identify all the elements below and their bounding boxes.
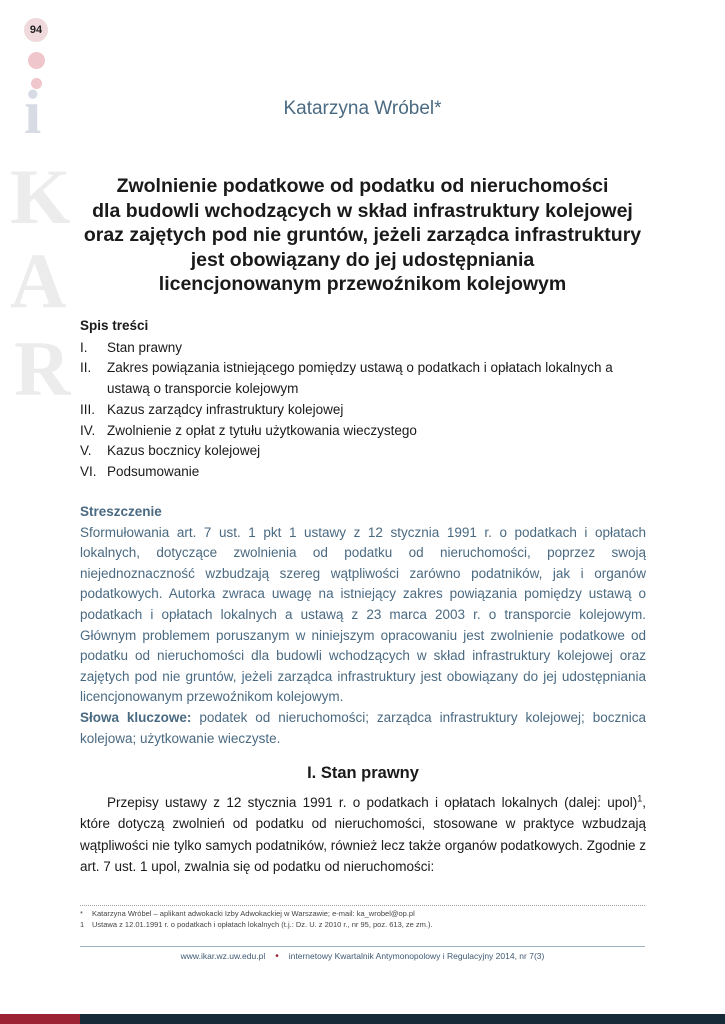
footnote	[80, 908, 646, 919]
keywords	[80, 708, 646, 749]
sidebar-logo-letter-k: K	[10, 153, 71, 240]
footnote-mark: *	[80, 909, 83, 918]
toc-item-text: Zwolnienie z opłat z tytułu użytkowania wieczystego	[107, 422, 417, 438]
title-line: Zwolnienie podatkowe od podatku od nieruchomości	[116, 175, 609, 197]
author-name: Katarzyna Wróbel*	[283, 98, 442, 119]
table-of-contents	[80, 316, 650, 483]
footer-separator: •	[275, 951, 279, 962]
toc-item-number: V.	[80, 443, 92, 459]
toc-item	[80, 338, 650, 359]
title-line: licencjonowanym przewoźnikom kolejowym	[158, 273, 567, 295]
toc-item-number: III.	[80, 401, 96, 417]
title-line: jest obowiązany do jej udostępniania	[190, 248, 535, 271]
keywords-label: Słowa kluczowe:	[80, 710, 192, 725]
toc-item	[80, 441, 650, 462]
footer-journal: internetowy Kwartalnik Antymonopolowy i Regulacyjny 2014, nr 7(3)	[288, 951, 545, 961]
footnote-text: Ustawa z 12.01.1991 r. o podatkach i opłatach lokalnych (t.j.: Dz. U. z 2010 r., nr 95, poz. 613, ze zm.).	[92, 920, 433, 929]
toc-item-number: II.	[80, 360, 92, 376]
sidebar-logo-letter-i: i	[24, 79, 42, 147]
paragraph-text: Przepisy ustawy z 12 stycznia 1991 r. o podatkach i opłatach lokalnych (dalej: upol)	[107, 795, 638, 810]
abstract-text: Sformułowania art. 7 ust. 1 pkt 1 ustawy z 12 stycznia 1991 r. o podatkach i opłatach lokalnych, dotyczące zwolnienia od podatku od nieruchomości, poprzez swoją niejednoznaczność wzbudzają szereg wątpliwości zarówno podatników, jak i organów podatkowych. Autorka zwraca uwagę na istniejący zakres powiązania pomiędzy ustawą o podatkach i opłatach lokalnych a ustawą z 23 marca 2003 r. o transporcie kolejowym. Głównym problemem poruszanym w niniejszym opracowaniu jest zwolnienie podatkowe od podatku od nieruchomości dla budowli wchodzących w skład infrastruktury kolejowej oraz zajętych pod nie gruntów, jeżeli zarządca infrastruktury jest obowiązany do jej udostępniania licencjonowanym przewoźnikom kolejowym.	[80, 524, 646, 705]
toc-item-text: Stan prawny	[107, 339, 183, 355]
page-footer	[80, 951, 645, 962]
footnote-mark: 1	[80, 920, 85, 929]
toc-item-number: IV.	[80, 422, 96, 438]
toc-item	[80, 358, 650, 399]
title-line: oraz zajętych pod nie gruntów, jeżeli zarządca infrastruktury	[83, 224, 642, 246]
toc-item	[80, 400, 650, 421]
footnote-text: Katarzyna Wróbel – aplikant adwokacki Izby Adwokackiej w Warszawie; e-mail: ka_wrobel@op.pl	[92, 909, 415, 918]
article-title	[70, 174, 655, 297]
footnote	[80, 919, 646, 930]
toc-item-text: Kazus bocznicy kolejowej	[107, 443, 261, 459]
footnote-reference: 1	[637, 793, 643, 804]
toc-item-number: I.	[80, 339, 88, 355]
footer-divider	[80, 946, 645, 947]
toc-item	[80, 462, 650, 483]
bottom-accent-bar	[0, 1014, 80, 1024]
toc-item-text: Zakres powiązania istniejącego pomiędzy ustawą o podatkach i opłatach lokalnych a ustawą o transporcie kolejowym	[107, 360, 613, 397]
footer-url[interactable]: www.ikar.wz.uw.edu.pl	[180, 951, 266, 961]
abstract-heading: Streszczenie	[80, 504, 162, 519]
toc-item	[80, 421, 650, 442]
toc-heading: Spis treści	[80, 318, 149, 333]
sidebar-logo-letter-r: R	[14, 325, 71, 412]
sidebar-logo-letter-a: A	[10, 237, 67, 324]
keywords-text: podatek od nieruchomości; zarządca infrastruktury kolejowej; bocznica kolejowa; użytkowanie wieczyste.	[80, 710, 646, 746]
toc-item-number: VI.	[80, 463, 97, 479]
title-line: dla budowli wchodzących w skład infrastruktury kolejowej	[92, 199, 633, 222]
body-paragraph	[80, 792, 646, 877]
page-number: 94	[24, 18, 48, 42]
abstract	[80, 502, 646, 708]
bottom-bar	[80, 1014, 725, 1024]
decorative-dot	[28, 52, 45, 69]
toc-item-text: Podsumowanie	[107, 463, 200, 479]
paragraph-text: , które dotyczą zwolnień od podatku od nieruchomości, stosowane w praktyce wzbudzają wątpliwości nie tylko samych podatników, również lecz także organów podatkowych. Zgodnie z art. 7 ust. 1 upol, zwalnia się od podatku od nieruchomości:	[80, 795, 646, 874]
footnotes	[80, 908, 646, 930]
section-heading: I. Stan prawny	[307, 764, 419, 782]
footnote-divider	[80, 905, 645, 906]
toc-item-text: Kazus zarządcy infrastruktury kolejowej	[107, 401, 344, 417]
